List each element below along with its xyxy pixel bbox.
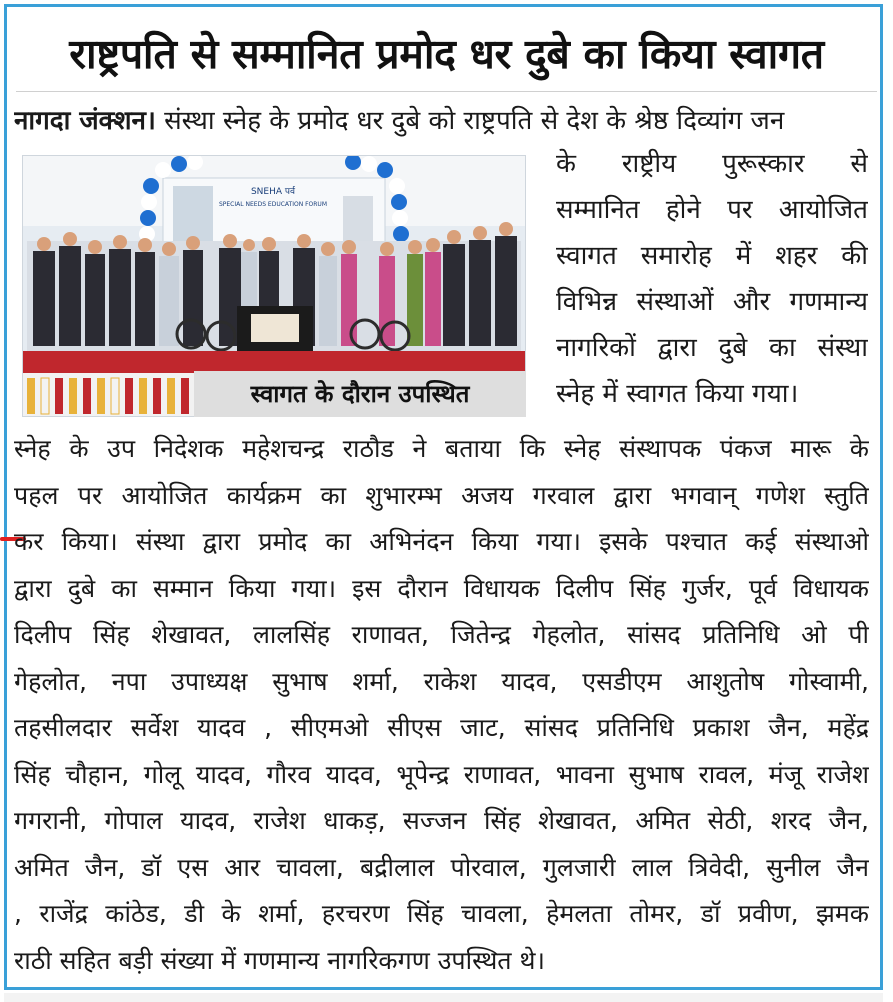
crowd	[27, 222, 521, 354]
body-line: , राजेंद्र कांठेड, डी के शर्मा, हरचरण सिंह चावला, हेमलता तोमर, डॉ प्रवीण, झमक	[14, 899, 869, 928]
stage-carpet	[23, 351, 525, 373]
body-line: सिंह चौहान, गोलू यादव, गौरव यादव, भूपेन्द्र राणावत, भावना सुभाष रावल, मंजू राजेश	[14, 759, 869, 789]
dateline: नागदा जंक्शन।	[14, 106, 156, 136]
side-line: नागरिकों द्वारा दुबे का संस्था	[556, 333, 868, 363]
side-line: सम्मानित होने पर आयोजित	[556, 195, 868, 225]
banner-subtitle: SPECIAL NEEDS EDUCATION FORUM	[218, 201, 328, 208]
body-line: अमित जैन, डॉ एस आर चावला, बद्रीलाल पोरवाल, गुलजारी लाल त्रिवेदी, सुनील जैन	[14, 852, 869, 882]
body-line: स्नेह के उप निदेशक महेशचन्द्र राठौड ने बताया कि स्नेह संस्थापक पंकज मारू के	[14, 434, 869, 463]
headline: राष्ट्रपति से सम्मानित प्रमोद धर दुबे का किया स्वागत	[69, 30, 824, 78]
article-body	[14, 426, 869, 984]
body-line: राठी सहित बड़ी संख्या में गणमान्य नागरिकगण उपस्थित थे।	[14, 945, 545, 975]
side-column	[556, 141, 868, 417]
page-edge	[4, 993, 883, 1002]
side-line: विभिन्न संस्थाओं और गणमान्य	[556, 287, 868, 317]
body-line: गगरानी, गोपाल यादव, राजेश धाकड़, सज्जन सिंह शेखावत, अमित सेठी, शरद जैन,	[14, 806, 869, 835]
side-line: के राष्ट्रीय पुरूस्कार से	[556, 149, 868, 179]
side-line: स्वागत समारोह में शहर की	[556, 241, 868, 271]
body-line: पहल पर आयोजित कार्यक्रम का शुभारम्भ अजय गरवाल द्वारा भगवान् गणेश स्तुति	[14, 480, 869, 510]
photo-caption: स्वागत के दौरान उपस्थित	[194, 371, 526, 417]
banner-title: SNEHA पर्व	[250, 187, 296, 197]
body-line: गेहलोत, नपा उपाध्यक्ष सुभाष शर्मा, राकेश यादव, एसडीएम आशुतोष गोस्वामी,	[14, 666, 869, 696]
body-line: द्वारा दुबे का सम्मान किया गया। इस दौरान विधायक दिलीप सिंह गुर्जर, पूर्व विधायक	[14, 573, 869, 603]
body-line: दिलीप सिंह शेखावत, लालसिंह राणावत, जितेन्द्र गेहलोत, सांसद प्रतिनिधि ओ पी	[14, 620, 869, 649]
side-line: स्नेह में स्वागत किया गया।	[556, 379, 799, 409]
body-line: कर किया। संस्था द्वारा प्रमोद का अभिनंदन किया गया। इसके पश्चात कई संस्थाओ	[14, 527, 869, 556]
first-line	[14, 101, 874, 141]
body-line: तहसीलदार सर्वेश यादव , सीएमओ सीएस जाट, सांसद प्रतिनिधि प्रकाश जैन, महेंद्र	[14, 713, 869, 742]
first-line-text: संस्था स्नेह के प्रमोद धर दुबे को राष्ट्रपति से देश के श्रेष्ठ दिव्यांग जन	[155, 106, 785, 136]
headline-divider	[16, 91, 877, 92]
